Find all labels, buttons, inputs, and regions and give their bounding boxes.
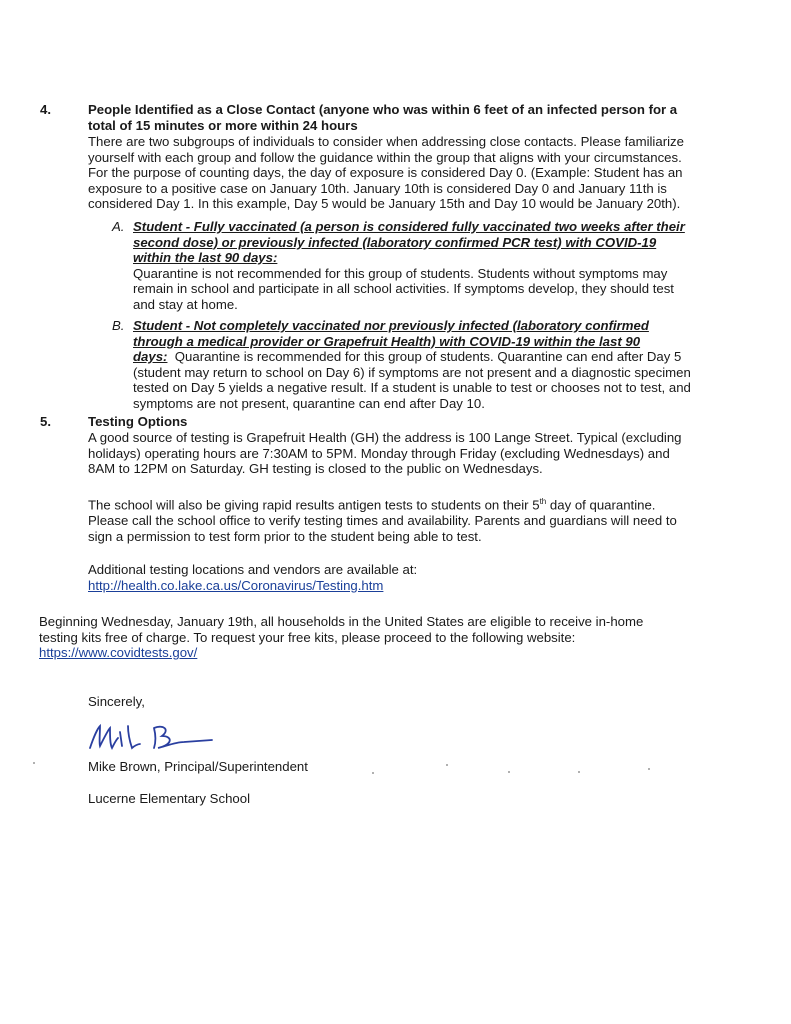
section-4-number: 4. [40, 102, 51, 117]
subgroup-b [133, 318, 691, 412]
covidtests-link[interactable]: https://www.covidtests.gov/ [39, 645, 198, 661]
text-line: remain in school and participate in all school activities. If symptoms develop, they should test [133, 281, 674, 297]
scan-speck [33, 762, 35, 764]
text-line: tested on Day 5 yields a negative result. If a student is unable to test or chooses not to test, and [133, 380, 691, 396]
section-4-heading [88, 102, 677, 133]
scan-speck [446, 764, 448, 766]
section-4-intro [88, 134, 684, 212]
section-5-heading: Testing Options [88, 414, 188, 429]
subgroup-a-letter: A. [112, 219, 125, 234]
text-line: testing kits free of charge. To request your free kits, please proceed to the following website: [39, 629, 576, 645]
text-line: (student may return to school on Day 6) if symptoms are not present and a diagnostic specimen [133, 364, 691, 380]
superscript: th [539, 497, 547, 506]
subgroup-b-letter: B. [112, 318, 125, 333]
text-line: day of quarantine. [546, 497, 656, 513]
subgroup-a [133, 219, 685, 313]
scan-speck [508, 771, 510, 773]
school-name: Lucerne Elementary School [88, 791, 251, 806]
text-line: A good source of testing is Grapefruit Health (GH) the address is 100 Lange Street. Typical (excluding [88, 430, 682, 445]
signer-name-title: Mike Brown, Principal/Superintendent [88, 759, 308, 774]
section-5-number: 5. [40, 414, 51, 429]
text-line: and stay at home. [133, 296, 238, 312]
subgroup-a-title-line: within the last 90 days: [133, 250, 278, 266]
scan-speck [372, 772, 374, 774]
text-line: Additional testing locations and vendors are available at: [88, 562, 418, 577]
section-5-para-2 [88, 494, 677, 544]
subgroup-b-title-line: days: [133, 349, 168, 365]
text-line: For the purpose of counting days, the day of exposure is considered Day 0. (Example: Student has an [88, 165, 683, 181]
signature-image [84, 718, 234, 758]
text-line: Please call the school office to verify testing times and availability. Parents and guardians will need to [88, 512, 677, 528]
text-line: yourself with each group and follow the guidance within the group that aligns with your circumstances. [88, 149, 682, 165]
closing-paragraph [39, 614, 643, 661]
subgroup-b-title-line: Student - Not completely vaccinated nor previously infected (laboratory confirmed [133, 318, 649, 333]
text-line: symptoms are not present, quarantine can end after Day 10. [133, 395, 485, 411]
text-line: There are two subgroups of individuals to consider when addressing close contacts. Please familiarize [88, 134, 684, 149]
text-line: The school will also be giving rapid results antigen tests to students on their 5 [88, 497, 540, 513]
text-line: exposure to a positive case on January 10th. January 10th is considered Day 0 and January 11th is [88, 180, 667, 196]
text-line: Quarantine is recommended for this group of students. Quarantine can end after Day 5 [167, 349, 682, 365]
scan-speck [648, 768, 650, 770]
text-line: 8AM to 12PM on Saturday. GH testing is closed to the public on Wednesdays. [88, 461, 543, 477]
text-line: Beginning Wednesday, January 19th, all households in the United States are eligible to receive in-home [39, 614, 644, 629]
text-line: considered Day 1. In this example, Day 5 would be January 15th and Day 10 would be January 20th). [88, 196, 681, 212]
section-5-para-3 [88, 562, 417, 593]
section-5-para-1 [88, 430, 682, 477]
testing-locations-link[interactable]: http://health.co.lake.ca.us/Coronavirus/Testing.htm [88, 577, 384, 593]
text-line: holidays) operating hours are 7:30AM to 5PM. Monday through Friday (excluding Wednesdays) and [88, 445, 670, 461]
subgroup-a-title-line: Student - Fully vaccinated (a person is considered fully vaccinated two weeks after their [133, 219, 685, 234]
section-4-heading-line: People Identified as a Close Contact (anyone who was within 6 feet of an infected person for a [88, 102, 678, 117]
subgroup-a-title-line: second dose) or previously infected (laboratory confirmed PCR test) with COVID-19 [133, 234, 657, 250]
scan-speck [578, 771, 580, 773]
subgroup-b-title-line: through a medical provider or Grapefruit Health) with COVID-19 within the last 90 [133, 333, 641, 349]
text-line: Quarantine is not recommended for this group of students. Students without symptoms may [133, 265, 668, 281]
section-4-heading-line: total of 15 minutes or more within 24 hours [88, 117, 358, 133]
text-line: sign a permission to test form prior to the student being able to test. [88, 528, 482, 544]
salutation: Sincerely, [88, 694, 145, 709]
